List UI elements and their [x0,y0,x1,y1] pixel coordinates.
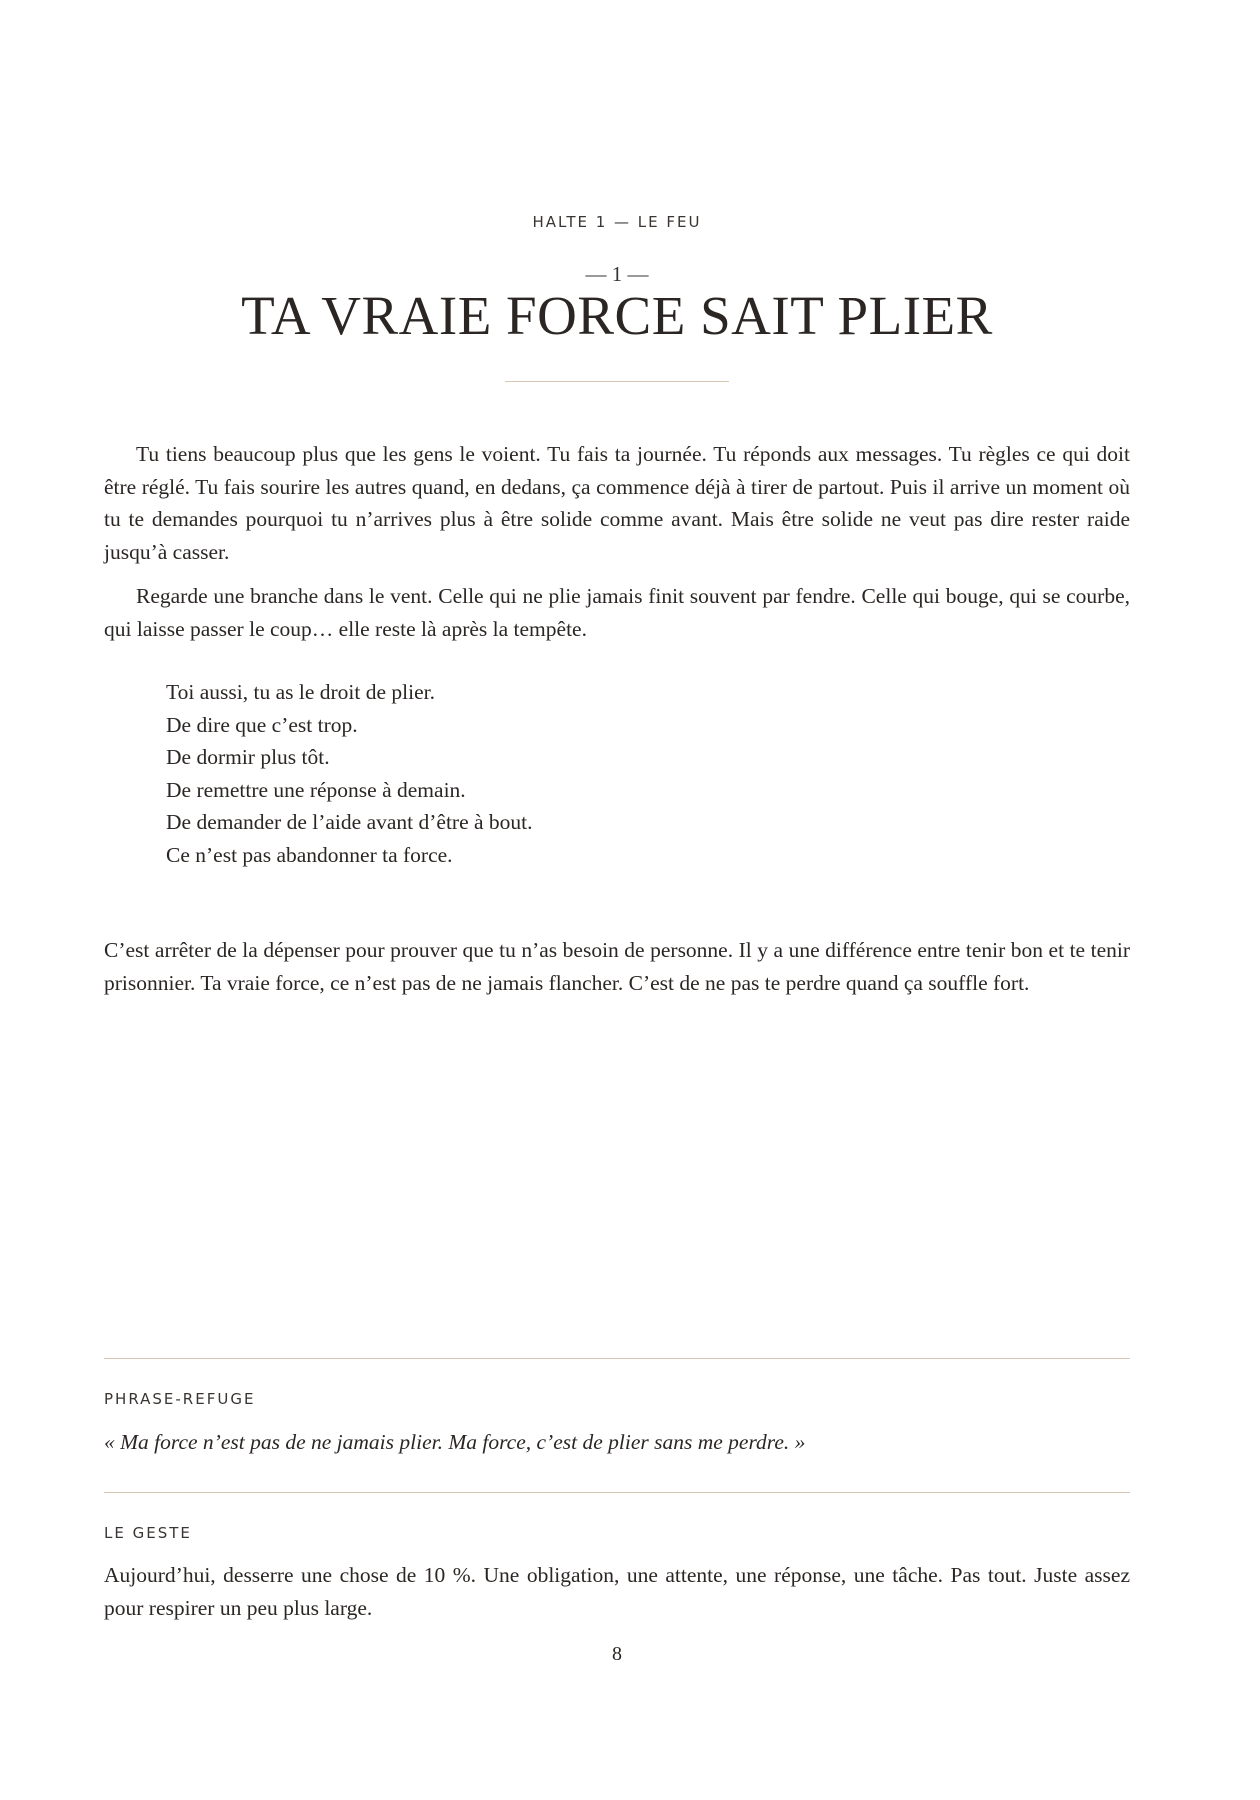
body-paragraph: Tu tiens beaucoup plus que les gens le voient. Tu fais ta journée. Tu réponds aux messages. Tu règles ce qui doit être réglé. Tu fais sourire les autres quand, en dedans, ça commence déjà à tirer de partout. Puis il arrive un moment où tu te demandes pourquoi tu n’arrives plus à être solide comme avant. Mais être solide ne veut pas dire rester raide jusqu’à casser. [104,442,1130,564]
refuge-quote: « Ma force n’est pas de ne jamais plier. Ma force, c’est de plier sans me perdre. » [104,1430,806,1454]
refuge-divider [104,1358,1130,1359]
book-page [104,0,1130,1800]
chapter-number: — 1 — [585,262,649,286]
verse-line: De remettre une réponse à demain. [166,777,466,802]
verse-line: De dire que c’est trop. [166,712,358,737]
verse-line: De demander de l’aide avant d’être à bout. [166,810,533,834]
page-number: 8 [612,1643,622,1665]
geste-label: LE GESTE [104,1524,192,1542]
geste-text: Aujourd’hui, desserre une chose de 10 %. Une obligation, une attente, une réponse, une tâche. Pas tout. Juste assez pour respirer un peu plus large. [104,1563,1130,1620]
closing-paragraph: C’est arrêter de la dépenser pour prouver que tu n’as besoin de personne. Il y a une différence entre tenir bon et te tenir prisonnier. Ta vraie force, ce n’est pas de ne jamais flancher. C’est de ne pas te perdre quand ça souffle fort. [104,938,1130,995]
verse-block [166,676,533,871]
verse-line: De dormir plus tôt. [166,745,330,769]
verse-line: Ce n’est pas abandonner ta force. [166,842,453,867]
refuge-label: PHRASE-REFUGE [104,1390,256,1408]
verse-line: Toi aussi, tu as le droit de plier. [166,680,435,704]
geste-divider [104,1492,1130,1493]
body-paragraph: Regarde une branche dans le vent. Celle qui ne plie jamais finit souvent par fendre. Celle qui bouge, qui se courbe, qui laisse passer le coup… elle reste là après la tempête. [104,584,1130,641]
chapter-title: TA VRAIE FORCE SAIT PLIER [241,285,993,346]
body-text [104,438,1130,657]
title-divider [505,381,729,382]
section-kicker: HALTE 1 — LE FEU [532,213,702,231]
